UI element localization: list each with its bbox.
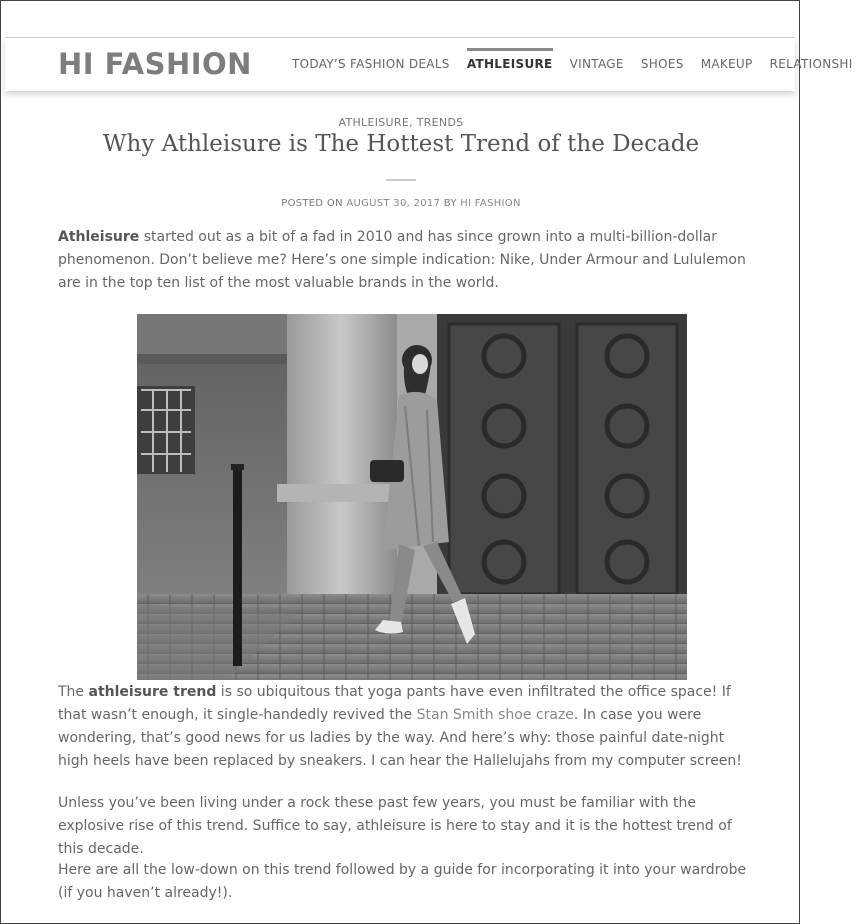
post-meta [1, 198, 801, 209]
category-separator: , [409, 116, 417, 129]
paragraph-2 [58, 681, 748, 773]
paragraph-4: Here are all the low-down on this trend followed by a guide for incorporating it into your wardrobe (if you haven’t already!). [58, 862, 747, 901]
site-header [5, 37, 853, 91]
p2-bold-term: athleisure trend [88, 684, 217, 700]
intro-paragraph [58, 226, 748, 295]
paragraph-3: Unless you’ve been living under a rock these past few years, you must be familiar with the explosive rise of this trend. Suffice to say, athleisure is here to stay and it is the hottest trend of this decade. [58, 795, 732, 857]
nav-item-vintage[interactable]: VINTAGE [569, 57, 624, 71]
title-divider [386, 179, 416, 181]
nav-item-fashion-deals[interactable]: TODAY’S FASHION DEALS [292, 57, 450, 71]
nav-item-makeup[interactable]: MAKEUP [700, 57, 753, 71]
stan-smith-link[interactable]: Stan Smith shoe craze [416, 707, 574, 723]
article-photo [137, 314, 687, 680]
site-logo[interactable]: HI FASHION [58, 47, 252, 81]
category-link-trends[interactable]: TRENDS [416, 116, 464, 129]
intro-bold-term: Athleisure [58, 229, 140, 245]
post-categories [1, 116, 801, 129]
main-nav [292, 38, 865, 91]
meta-by: BY [443, 198, 457, 209]
meta-posted-on: POSTED ON [281, 198, 343, 209]
woman-walking-photo-illustration [137, 314, 687, 680]
p2-text-2: is so ubiquitous that yoga pants have even infiltrated the office space! If that wasn’t enough, it single-handedly revived the [58, 684, 731, 723]
nav-item-relationships[interactable]: RELATIONSHI [769, 57, 853, 71]
meta-author-link[interactable]: HI FASHION [460, 198, 521, 209]
p2-text-1: The [58, 684, 89, 700]
meta-date-link[interactable]: AUGUST 30, 2017 [346, 198, 441, 209]
post-title: Why Athleisure is The Hottest Trend of the Decade [102, 131, 700, 157]
p2-text-3: . In case you were wondering, that’s good news for us ladies by the way. And here’s why: those painful date-night high heels have been replaced by sneakers. I can hear the Hallelujahs from my computer screen! [58, 707, 742, 769]
nav-item-shoes[interactable]: SHOES [640, 57, 684, 71]
nav-item-athleisure[interactable]: ATHLEISURE [467, 38, 553, 91]
intro-text: started out as a bit of a fad in 2010 and has since grown into a multi-billion-dollar phenomenon. Don’t believe me? Here’s one simple indication: Nike, Under Armour and Lululemon are in the top ten list of the most valuable brands in the world. [58, 229, 746, 291]
category-link-athleisure[interactable]: ATHLEISURE [338, 116, 410, 129]
